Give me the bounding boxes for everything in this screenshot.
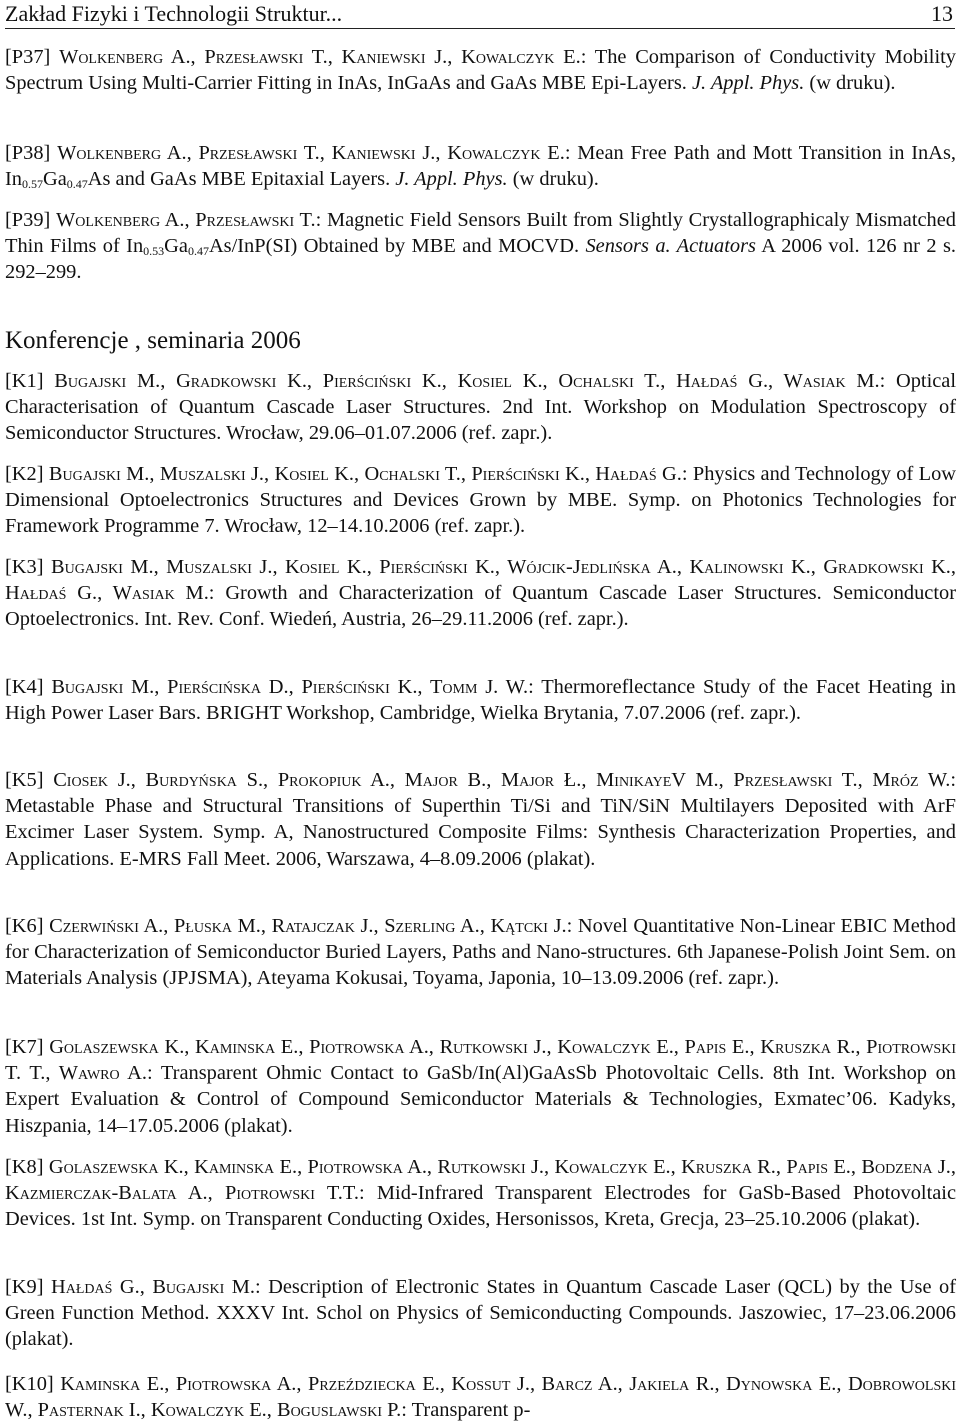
entry-text: Ga bbox=[164, 235, 188, 258]
entry-authors: Bugajski M., Muszalski J., Kosiel K., Ochalski T., Pierściński K., Hałdaś G. bbox=[48, 463, 682, 485]
publication-entry bbox=[5, 140, 956, 192]
entry-key: [K7] bbox=[5, 1036, 44, 1058]
entry-journal: J. Appl. Phys. bbox=[691, 72, 805, 95]
entry-text: : Novel Quantitative Non-Linear EBIC Method for Characterization of Semiconductor Buried Layers, Paths and Nano-structures. 6th Japanese-Polish Joint Sem. on Materials Analysis (JPJSMA), Ateyama Kokusai, Toyama, Japonia, 10–13.09.2006 (ref. zapr.). bbox=[5, 915, 956, 990]
conference-entry bbox=[5, 913, 956, 992]
entry-authors: Wolkenberg A., Przesławski T. bbox=[56, 209, 316, 231]
entry-key: [K8] bbox=[5, 1156, 44, 1178]
entry-text: : Transparent Ohmic Contact to GaSb/In(Al)GaAsSb Photovoltaic Cells. 8th Int. Workshop on Expert Evaluation & Control of Compound Semiconductor Materials & Technologies, Exmatec’06. Kadyks, Hiszpania, 14–17.05.2006 (plakat). bbox=[5, 1062, 956, 1137]
entry-text: As/InP(SI) Obtained by MBE and MOCVD. bbox=[208, 235, 580, 258]
entry-status: (w druku). bbox=[512, 168, 599, 191]
publication-entry bbox=[5, 207, 956, 286]
conference-entry bbox=[5, 1274, 956, 1353]
entry-authors: Golaszewska K., Kaminska E., Piotrowska A., Rutkowski J., Kowalczyk E., Papis E., Kruszka R., Piotrowski T. T., Wawro A. bbox=[5, 1036, 956, 1085]
entry-authors: Wolkenberg A., Przesławski T., Kaniewski J., Kowalczyk E. bbox=[59, 46, 581, 68]
entry-text: Ga bbox=[43, 168, 67, 191]
entry-key: [K10] bbox=[5, 1373, 54, 1395]
entry-key: [K4] bbox=[5, 676, 44, 698]
entry-authors: Kaminska E., Piotrowska A., Przeździecka E., Kossut J., Barcz A., Jakiela R., Dynowska E., Dobrowolski W., Pasternak I., Kowalczyk E., Boguslawski P. bbox=[5, 1373, 957, 1422]
conference-entry bbox=[5, 554, 956, 633]
entry-text: : Mean Free Path and Mott Transition in InAs, In bbox=[5, 142, 956, 191]
entry-text: : Mid-Infrared Transparent Electrodes for GaSb-Based Photovoltaic Devices. 1st Int. Symp. on Transparent Conducting Oxides, Hersonissos, Kreta, Grecja, 23–25.10.2006 (plakat). bbox=[5, 1182, 956, 1231]
entry-tail: A 2006 vol. 126 nr 2 s. 292–299. bbox=[5, 235, 956, 284]
section-title: Konferencje , seminaria 2006 bbox=[5, 327, 301, 354]
entry-key: [P38] bbox=[5, 142, 51, 164]
subscript: 0.57 bbox=[22, 177, 43, 192]
entry-key: [K3] bbox=[5, 556, 44, 578]
entry-text: As and GaAs MBE Epitaxial Layers. bbox=[87, 168, 391, 191]
entry-text: : Growth and Characterization of Quantum Cascade Laser Structures. Semiconductor Optoelectronics. Int. Rev. Conf. Wiedeń, Austria, 26–29.11.2006 (ref. zapr.). bbox=[5, 582, 956, 631]
conference-entry bbox=[5, 1034, 956, 1139]
entry-authors: Wolkenberg A., Przesławski T., Kaniewski J., Kowalczyk E. bbox=[57, 142, 565, 164]
entry-text: : Metastable Phase and Structural Transitions of Superthin Ti/Si and TiN/SiN Multilayers Deposited with ArF Excimer Laser System. Symp. A, Nanostructured Composite Films: Synthesis Characterization Properties, and Applications. E-MRS Fall Meet. 2006, Warszawa, 4–8.09.2006 (plakat). bbox=[5, 769, 956, 870]
entry-text: : Physics and Technology of Low Dimensional Optoelectronics Structures and Devices Grown by MBE. Symp. on Photonics Technologies for Framework Programme 7. Wrocław, 12–14.10.2006 (ref. zapr.). bbox=[5, 463, 957, 538]
page-number: 13 bbox=[931, 1, 953, 26]
entry-status: (w druku). bbox=[809, 72, 896, 95]
entry-authors: Czerwiński A., Płuska M., Ratajczak J., Szerling A., Kątcki J. bbox=[49, 915, 567, 937]
entry-journal: J. Appl. Phys. bbox=[395, 168, 508, 191]
conference-entry bbox=[5, 674, 956, 726]
entry-key: [P39] bbox=[5, 209, 51, 231]
entry-authors: Ciosek J., Burdyńska S., Prokopiuk A., Major B., Major Ł., MinikayeV M., Przesławski T., Mróz W. bbox=[53, 769, 951, 791]
subscript: 0.47 bbox=[66, 177, 88, 192]
entry-key: [K1] bbox=[5, 370, 44, 392]
header-title: Zakład Fizyki i Technologii Struktur... bbox=[5, 1, 343, 26]
subscript: 0.53 bbox=[143, 244, 165, 259]
entry-text: : The Comparison of Conductivity Mobility Spectrum Using Multi-Carrier Fitting in InAs, InGaAs and GaAs MBE Epi-Layers. bbox=[5, 46, 956, 95]
conference-entry bbox=[5, 1154, 956, 1233]
conference-entry bbox=[5, 368, 956, 447]
conference-entry bbox=[5, 1371, 956, 1423]
entry-key: [P37] bbox=[5, 46, 51, 68]
entry-text: : Magnetic Field Sensors Built from Slightly Crystallographicaly Mismatched Thin Films of In bbox=[5, 209, 956, 258]
entry-journal: Sensors a. Actuators bbox=[585, 235, 756, 258]
entry-authors: Bugajski M., Gradkowski K., Pierściński K., Kosiel K., Ochalski T., Hałdaś G., Wasiak M. bbox=[54, 370, 880, 392]
entry-key: [K5] bbox=[5, 769, 44, 791]
entry-text: : Transparent p- bbox=[401, 1399, 531, 1422]
entry-key: [K9] bbox=[5, 1276, 44, 1298]
entry-text: : Optical Characterisation of Quantum Cascade Laser Structures. 2nd Int. Workshop on Modulation Spectroscopy of Semiconductor Structures. Wrocław, 29.06–01.07.2006 (ref. zapr.). bbox=[5, 370, 957, 445]
entry-key: [K2] bbox=[5, 463, 44, 485]
page-header bbox=[5, 2, 955, 29]
entry-authors: Bugajski M., Pierścińska D., Pierściński K., Tomm J. W. bbox=[51, 676, 529, 698]
entry-authors: Hałdaś G., Bugajski M. bbox=[51, 1276, 255, 1298]
publication-entry bbox=[5, 44, 956, 96]
entry-authors: Golaszewska K., Kaminska E., Piotrowska A., Rutkowski J., Kowalczyk E., Kruszka R., Papis E., Bodzena J., Kazmierczak-Balata A., Piotrowski T.T. bbox=[5, 1156, 956, 1205]
subscript: 0.47 bbox=[187, 244, 209, 259]
entry-authors: Bugajski M., Muszalski J., Kosiel K., Pierściński K., Wójcik-Jedlińska A., Kalinowski K., Gradkowski K., Hałdaś G., Wasiak M. bbox=[5, 556, 956, 605]
entry-text: : Description of Electronic States in Quantum Cascade Laser (QCL) by the Use of Green Function Method. XXXV Int. Schol on Physics of Semiconducting Compounds. Jaszowiec, 17–23.06.2006 (plakat). bbox=[5, 1276, 956, 1351]
conference-entry bbox=[5, 461, 956, 540]
conference-entry bbox=[5, 767, 956, 872]
entry-key: [K6] bbox=[5, 915, 44, 937]
entry-text: : Thermoreflectance Study of the Facet Heating in High Power Laser Bars. BRIGHT Workshop, Cambridge, Wielka Brytania, 7.07.2006 (ref. zapr.). bbox=[5, 676, 956, 725]
